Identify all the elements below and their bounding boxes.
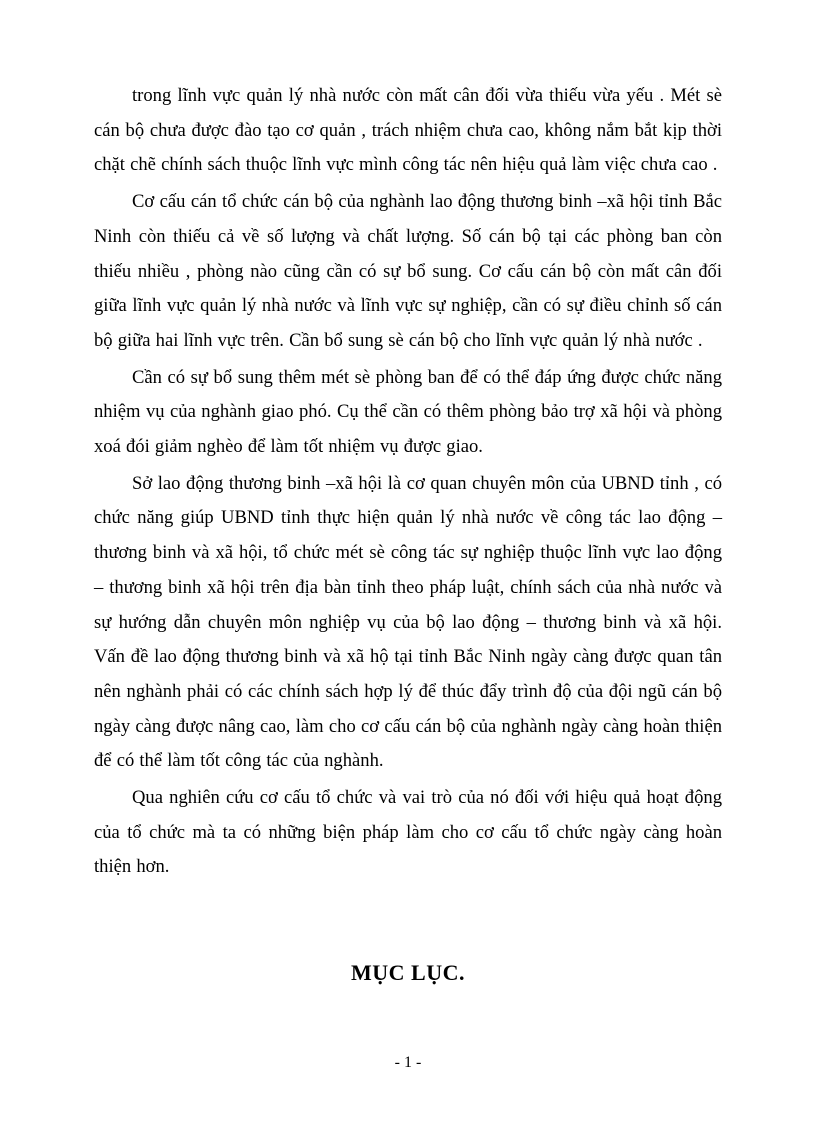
paragraph-1: trong lĩnh vực quản lý nhà nước còn mất cân đối vừa thiếu vừa yếu . Mét sè cán bộ chưa được đào tạo cơ quản , trách nhiệm chưa cao, không nắm bắt kịp thời chặt chẽ chính sách thuộc lĩnh vực mình công tác nên hiệu quả làm việc chưa cao . (94, 85, 722, 176)
paragraph-4: Sở lao động thương binh –xã hội là cơ quan chuyên môn của UBND tỉnh , có chức năng giúp UBND tỉnh thực hiện quản lý nhà nước về công tác lao động – thương binh và xã hội, tổ chức mét sè công tác sự nghiệp thuộc lĩnh vực lao động – thương binh xã hội trên địa bàn tỉnh theo pháp luật, chính sách của nhà nước và sự hướng dẫn chuyên môn nghiệp vụ của bộ lao động – thương binh và xã hội. Vấn đề lao động thương binh và xã hộ tại tỉnh Bắc Ninh ngày càng được quan tân nên nghành phải có các chính sách hợp lý để thúc đẩy trình độ của đội ngũ cán bộ ngày càng được nâng cao, làm cho cơ cấu cán bộ của nghành ngày càng hoàn thiện để có thể làm tốt công tác của nghành. (94, 472, 722, 772)
body-text (94, 79, 722, 885)
page-number: - 1 - (394, 1054, 422, 1071)
paragraph-3: Cần có sự bổ sung thêm mét sè phòng ban để có thể đáp ứng được chức năng nhiệm vụ của nghành giao phó. Cụ thể cần có thêm phòng bảo trợ xã hội và phòng xoá đói giảm nghèo để làm tốt nhiệm vụ được giao. (94, 366, 722, 458)
paragraph-5: Qua nghiên cứu cơ cấu tổ chức và vai trò của nó đối với hiệu quả hoạt động của tổ chức mà ta có những biện pháp làm cho cơ cấu tổ chức ngày càng hoàn thiện hơn. (94, 787, 722, 878)
paragraph-2: Cơ cấu cán tổ chức cán bộ của nghành lao động thương binh –xã hội tỉnh Bắc Ninh còn thiếu cả về số lượng và chất lượng. Số cán bộ tại các phòng ban còn thiếu nhiều , phòng nào cũng cần có sự bổ sung. Cơ cấu cán bộ còn mất cân đối giữa lĩnh vực quản lý nhà nước và lĩnh vực sự nghiệp, cần có sự điều chỉnh số cán bộ giữa hai lĩnh vực trên. Cần bổ sung sè cán bộ cho lĩnh vực quản lý nhà nước . (94, 191, 722, 351)
table-of-contents-heading: MỤC LỤC. (351, 960, 465, 985)
